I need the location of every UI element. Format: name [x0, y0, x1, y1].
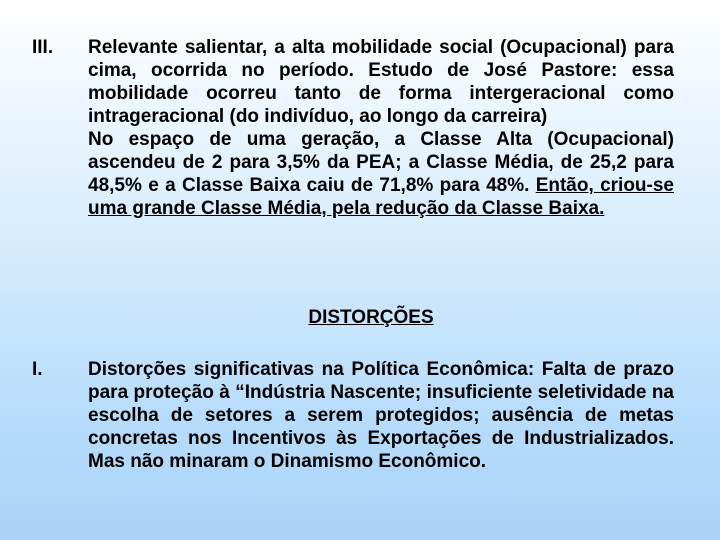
class-shift-conclusion: Então, criou-se uma grande Classe Média, pela redução da Classe Baixa. — [88, 175, 674, 219]
paragraph-class-shift — [88, 128, 674, 220]
item-body-i — [88, 358, 674, 473]
heading-text: DISTORÇÕES — [308, 307, 434, 328]
paragraph-mobility: Relevante salientar, a alta mobilidade social (Ocupacional) para cima, ocorrida no período. Estudo de José Pastore: essa mobilidade ocorreu tanto de forma intergeracional como intrageracional (do indivíduo, ao longo da carreira) — [88, 37, 674, 127]
item-marker-i: I. — [32, 359, 43, 380]
item-marker-iii: III. — [32, 37, 54, 58]
class-shift-text: No espaço de uma geração, a Classe Alta (Ocupacional) ascendeu de 2 para 3,5% da PEA; a Classe Média, de 25,2 para 48,5% e a Classe Baixa caiu de 71,8% para 48%. — [88, 129, 674, 196]
section-heading — [0, 306, 720, 329]
paragraph-distortions: Distorções significativas na Política Econômica: Falta de prazo para proteção à “Indústria Nascente; insuficiente seletividade na escolha de setores a serem protegidos; ausência de metas concretas nos Incentivos às Exportações de Industrializados. Mas não minaram o Dinamismo Econômico. — [88, 359, 674, 472]
item-body-iii — [88, 36, 674, 220]
